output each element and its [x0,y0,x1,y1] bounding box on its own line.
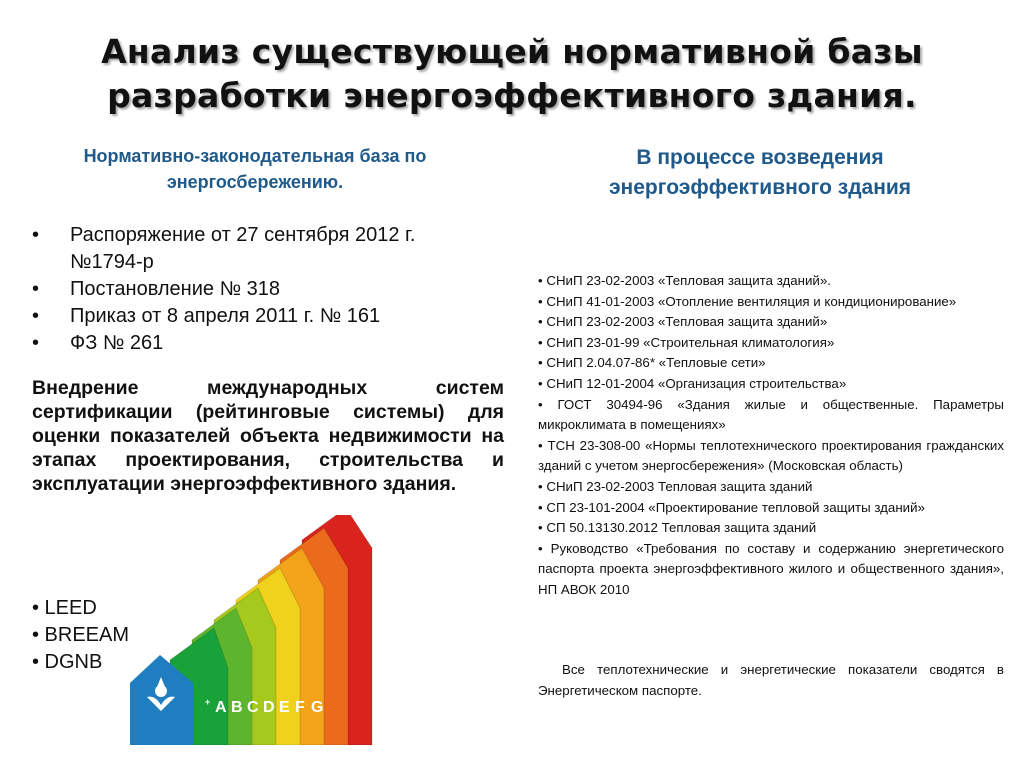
document-text: Распоряжение от 27 сентября 2012 г. №1794-р [70,224,416,273]
title-line-2: разработки энергоэффективного здания. [107,76,917,115]
bullet: • [32,305,40,327]
document-text: Постановление № 318 [70,278,280,300]
energy-class-letter: A [215,699,227,716]
legal-documents-list [30,222,490,357]
energy-passport-summary: Все теплотехнические и энергетические показатели сводятся в Энергетическом паспорте. [538,662,1004,698]
certification-leed: • LEED [32,597,97,619]
certification-breeam: • BREEAM [32,624,130,646]
bullet: • [32,278,40,300]
list-item: • СНиП 2.04.07-86* «Тепловые сети» [538,355,766,371]
list-item: • ТСН 23-308-00 «Нормы теплотехнического проектирования гражданских зданий с учетом энергосбережения» (Московская область) [538,437,1004,474]
list-item: • СНиП 41-01-2003 «Отопление вентиляция и кондиционирование» [538,293,957,309]
energy-class-letter: F [295,699,305,716]
energy-class-plus: + [205,697,211,707]
energy-efficiency-house-illustration [125,515,385,745]
right-column-heading: В процессе возведения энергоэффективного здания [608,146,912,199]
energy-class-letter: B [231,699,243,716]
building-norms-list [538,271,1004,601]
list-item [30,222,490,276]
list-item: • СНиП 23-02-2003 «Тепловая защита зданий» [538,314,828,330]
energy-class-letter: C [247,699,259,716]
energy-class-letter: G [311,699,324,716]
certification-dgnb: • DGNB [32,651,103,673]
bullet: • [32,224,40,246]
certification-systems-list [32,595,129,676]
bullet: • [32,332,40,354]
list-item: • СП 23-101-2004 «Проектирование тепловой защиты зданий» [538,499,925,515]
left-column-heading: Нормативно-законодательная база по энергосбережению. [83,146,427,192]
list-item [30,330,490,357]
title-line-1: Анализ существующей нормативной базы [101,32,923,71]
list-item: • СП 50.13130.2012 Тепловая защита зданий [538,520,817,536]
list-item: • ГОСТ 30494-96 «Здания жилые и общественные. Параметры микроклимата в помещениях» [538,396,1004,433]
document-text: Приказ от 8 апреля 2011 г. № 161 [70,305,381,327]
list-item [30,276,490,303]
list-item [30,303,490,330]
energy-class-letter: D [263,699,275,716]
list-item: • СНиП 23-02-2003 «Тепловая защита зданий». [538,273,831,288]
list-item: • СНиП 23-01-99 «Строительная климатология» [538,334,835,350]
slide-title [40,30,984,118]
list-item: • СНиП 12-01-2004 «Организация строительства» [538,375,847,391]
list-item: • СНиП 23-02-2003 Тепловая защита зданий [538,478,813,494]
document-text: ФЗ № 261 [70,332,164,354]
list-item: • Руководство «Требования по составу и содержанию энергетического паспорта проекта энергоэффективного жилого и общественного здания», НП АВОК 2010 [538,540,1004,597]
international-certification-text: Внедрение международных систем сертификации (рейтинговые системы) для оценки показателей объекта недвижимости на этапах проектирования, строительства и эксплуатации энергоэффективного здания. [32,377,504,495]
energy-class-letter: E [279,699,290,716]
